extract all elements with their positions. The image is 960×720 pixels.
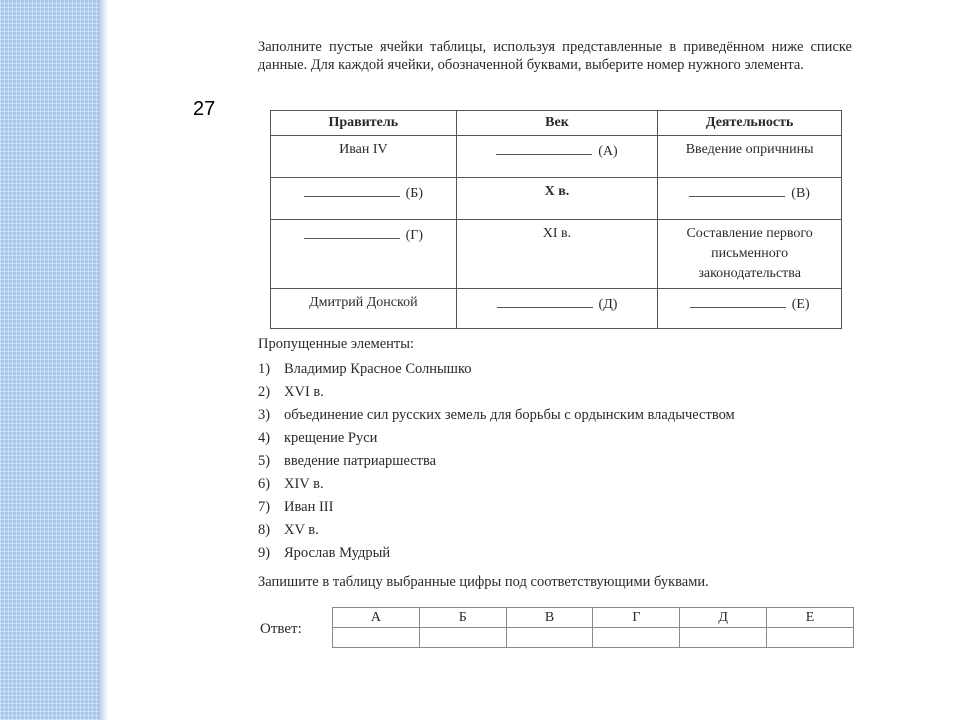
blank-line [496, 140, 592, 155]
table-header-row [271, 111, 842, 136]
header-activity: Деятельность [658, 111, 842, 136]
list-item: 4) крещение Руси [258, 430, 378, 446]
cell-ruler[interactable]: (Б) [271, 178, 457, 220]
table-row [271, 178, 842, 220]
answer-letter: Е [767, 608, 854, 628]
answer-table [332, 607, 854, 648]
cell-century: XI в. [456, 220, 658, 289]
cell-ruler[interactable]: (Г) [271, 220, 457, 289]
answer-instruction: Запишите в таблицу выбранные цифры под соответствующими буквами. [258, 574, 709, 590]
answer-cell-b[interactable] [419, 628, 506, 648]
cell-century[interactable]: (А) [456, 136, 658, 178]
header-century: Век [456, 111, 658, 136]
answer-cell-e[interactable] [767, 628, 854, 648]
blank-line [690, 293, 786, 308]
cell-ruler: Иван IV [271, 136, 457, 178]
list-item: 8) XV в. [258, 522, 319, 538]
answer-input-row [333, 628, 854, 648]
answer-letter: В [506, 608, 593, 628]
list-item: 6) XIV в. [258, 476, 324, 492]
list-item: 2) XVI в. [258, 384, 324, 400]
list-item: 9) Ярослав Мудрый [258, 545, 391, 561]
answer-letter: Д [680, 608, 767, 628]
left-decorative-stripe [0, 0, 100, 720]
cell-activity[interactable]: (В) [658, 178, 842, 220]
answer-letters-row [333, 608, 854, 628]
blank-line [689, 182, 785, 197]
list-item: 5) введение патриаршества [258, 453, 437, 469]
answer-cell-d[interactable] [680, 628, 767, 648]
cell-century[interactable]: (Д) [456, 289, 658, 329]
cell-activity: Составление первого письменного законодательства [658, 220, 842, 289]
list-item: 3) объединение сил русских земель для борьбы с ордынским владычеством [258, 407, 735, 423]
answer-cell-v[interactable] [506, 628, 593, 648]
slide-number: 27 [193, 98, 216, 120]
missing-elements-block [258, 334, 858, 565]
header-ruler: Правитель [271, 111, 457, 136]
list-item: 1) Владимир Красное Солнышко [258, 361, 472, 377]
answer-letter: Б [419, 608, 506, 628]
cell-century: Х в. [456, 178, 658, 220]
cell-activity: Введение опричнины [658, 136, 842, 178]
blank-line [497, 293, 593, 308]
answer-label: Ответ: [260, 621, 302, 637]
stripe-edge [100, 0, 108, 720]
blank-line [304, 224, 400, 239]
answer-cell-a[interactable] [333, 628, 420, 648]
list-item: 7) Иван III [258, 499, 334, 515]
table-row [271, 289, 842, 329]
answer-letter: А [333, 608, 420, 628]
task-intro: Заполните пустые ячейки таблицы, используя представленные в приведённом ниже списке данные. Для каждой ячейки, обозначенной буквами, выберите номер нужного элемента. [258, 39, 852, 73]
history-table [270, 110, 842, 329]
missing-elements-title: Пропущенные элементы: [258, 336, 415, 352]
table-row [271, 220, 842, 289]
table-row [271, 136, 842, 178]
blank-line [304, 182, 400, 197]
answer-cell-g[interactable] [593, 628, 680, 648]
cell-ruler: Дмитрий Донской [271, 289, 457, 329]
answer-letter: Г [593, 608, 680, 628]
missing-elements-list [258, 358, 858, 565]
task-text [258, 38, 856, 74]
cell-activity[interactable]: (Е) [658, 289, 842, 329]
